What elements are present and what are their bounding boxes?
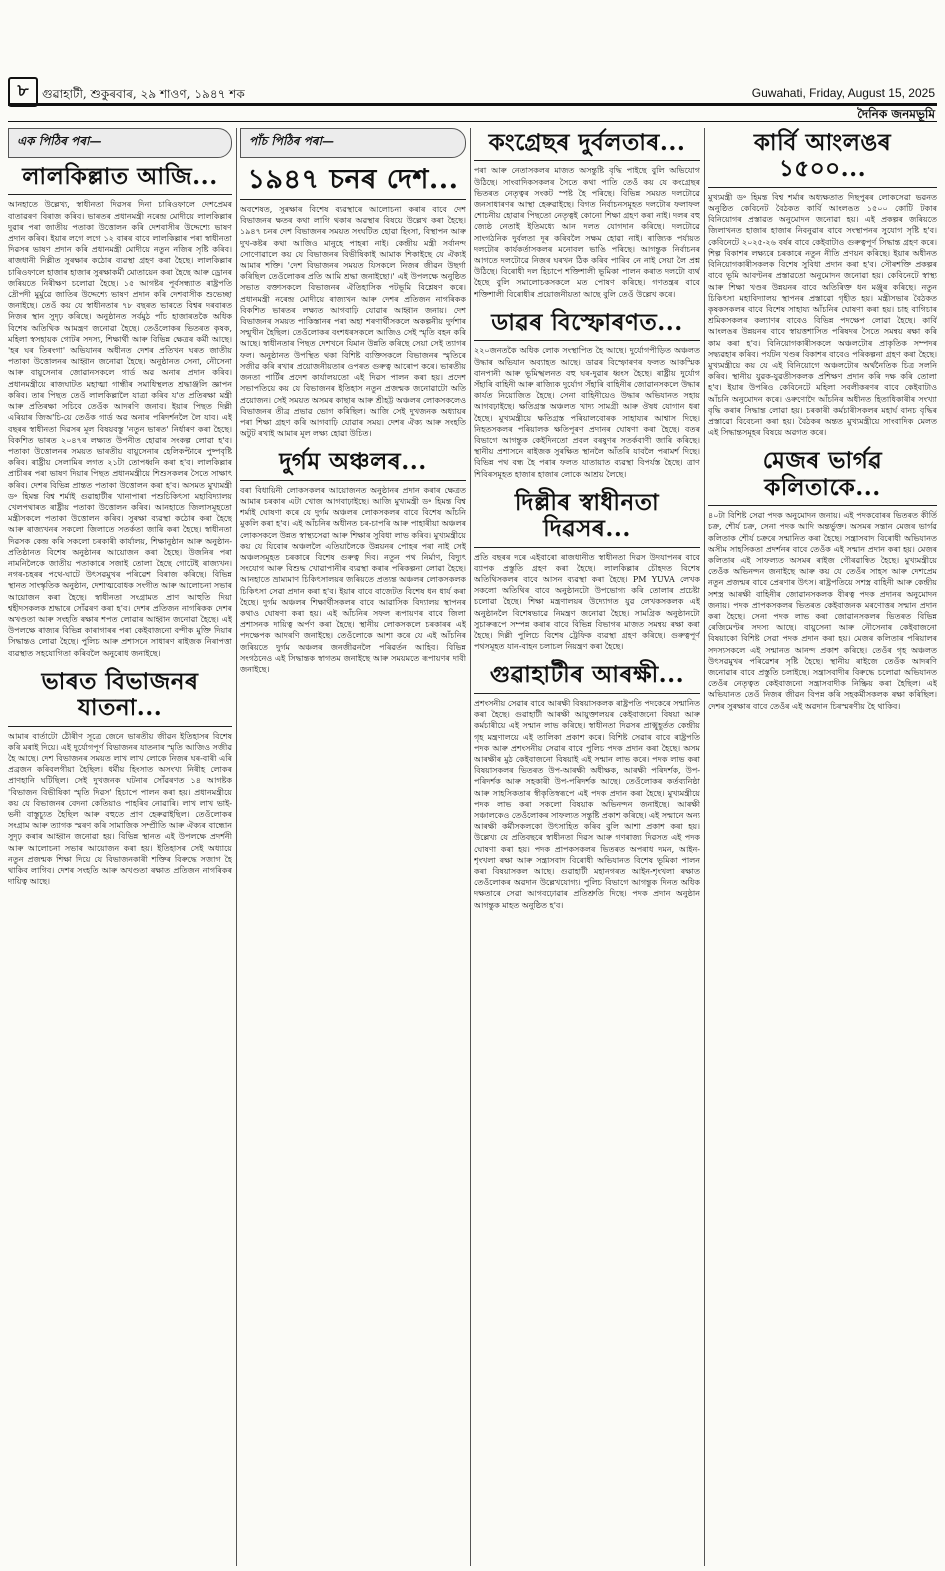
article-headline: গুৱাহাটীৰ আৰক্ষী... xyxy=(489,661,685,689)
article-body: বৰা বিধায়িনী লোকসকলৰ আয়োজনত অনুষ্ঠানৰ প্ৰদান কৰাৰ ক্ষেত্ৰত আমাৰ চৰকাৰ এটা খোজ আগবাঢ়াইছে। আজি মুখ্যমন্ত্ৰী ড॰ হিমন্ত বিশ্ব শৰ্মাই ঘোষণা কৰে যে দুৰ্গম অঞ্চলৰ লোকসকলৰ বাবে বিশেষ আঁচনি মুকলি কৰা হ'ব। এই আঁচনিৰ অধীনত চৰ-চাপৰি আৰু পাহাৰীয়া অঞ্চলৰ লোকসকলে উন্নত স্বাস্থ্যসেৱা আৰু শিক্ষাৰ সুবিধা লাভ কৰিব। মুখ্যমন্ত্ৰীয়ে কয় যে যিবোৰ অঞ্চললৈ এতিয়ালৈকে উন্নয়নৰ পোহৰ পৰা নাই সেই অঞ্চলসমূহত চৰকাৰে বিশেষ গুৰুত্ব দিব। নতুন পথ নিৰ্মাণ, বিদ্যুৎ সংযোগ আৰু বিশুদ্ধ খোৱাপানীৰ ব্যৱস্থা কৰাৰ পৰিকল্পনা লোৱা হৈছে। আনহাতে ভ্ৰাম্যমাণ চিকিৎসালয়ৰ জৰিয়তে প্ৰত্যন্ত অঞ্চলৰ লোকসকলক চিকিৎসা সেৱা প্ৰদান কৰা হ'ব। ইয়াৰ বাবে বাজেটত বিশেষ ধন ধাৰ্য কৰা হৈছে। দুৰ্গম অঞ্চলৰ শিক্ষাৰ্থীসকলৰ বাবে আৱাসিক বিদ্যালয় স্থাপনৰ কথাও ঘোষণা কৰা হয়। এই আঁচনিৰ সফল ৰূপায়ণৰ বাবে জিলা প্ৰশাসনক দায়িত্ব অৰ্পণ কৰা হৈছে। স্থানীয় লোকসকলে চৰকাৰৰ এই পদক্ষেপক আদৰণি জনাইছে। তেওঁলোকে আশা কৰে যে এই আঁচনিৰ জৰিয়তে দুৰ্গম অঞ্চলৰ জনজীৱনলৈ পৰিৱৰ্তন আহিব। বিভিন্ন সংগঠনেও এই সিদ্ধান্তক স্বাগতম জনাইছে আৰু সময়মতে ৰূপায়ণৰ দাবী জনাইছে। xyxy=(240,485,466,674)
column-2 xyxy=(240,128,466,1566)
headline-rule xyxy=(708,187,937,188)
column-3 xyxy=(474,128,700,1566)
headline-rule xyxy=(474,547,700,548)
article-headline: দুৰ্গম অঞ্চলৰ... xyxy=(279,448,427,476)
header-rule-thick xyxy=(8,103,937,106)
column-divider xyxy=(470,128,471,1566)
column-divider xyxy=(236,128,237,1566)
article-congress xyxy=(474,130,700,300)
article-body: অবশেষত, সুৰক্ষাৰ বিশেষ ব্যৱস্থাৰে আলোচনা কৰাৰ বাবে দেশ বিভাজনৰ ক্ষতৰ কথা লাগি থকাৰ অৱস্থাৰ বিষয়ে উল্লেখ কৰা হৈছে। ১৯৪৭ চনৰ দেশ বিভাজনৰ সময়ত সংঘটিত হোৱা হিংসা, বিস্থাপন আৰু দুখ-কষ্টৰ কথা আজিও মানুহে পাহৰা নাই। কেন্দ্ৰীয় মন্ত্ৰী সৰ্বানন্দ সোণোৱালে কয় যে বিভাজনৰ বিভীষিকাই আমাক শিকাইছে যে ঐক্যই আমাৰ শক্তি। 'দেশ বিভাজনৰ সময়ত যিসকলে নিজৰ জীৱন উছৰ্গা কৰিছিল তেওঁলোকৰ প্ৰতি আমি শ্ৰদ্ধা জনাইছো।' এই উপলক্ষে অনুষ্ঠিত সভাত বক্তাসকলে বিভাজনৰ ঐতিহাসিক পটভূমি বিশ্লেষণ কৰে। প্ৰধানমন্ত্ৰী নৰেন্দ্ৰ মোদীয়ে ৰাজ্যখন আৰু দেশৰ প্ৰতিজন নাগৰিকক বিকশিত ভাৰতৰ লক্ষ্যত আগবাঢ়ি যোৱাৰ আহ্বান জনায়। দেশ বিভাজনৰ সময়ত পাকিস্তানৰ পৰা অহা শৰণাৰ্থীসকলে অকল্পনীয় দুৰ্দশাৰ সন্মুখীন হৈছিল। তেওঁলোকৰ বংশধৰসকলে আজিও সেই স্মৃতি বহন কৰি আছে। স্বাধীনতাৰ পিছত দেশখনে যিমান উন্নতি কৰিছে সেয়া সেই ত্যাগৰ ফল। অনুষ্ঠানত উপস্থিত থকা বিশিষ্ট ব্যক্তিসকলে বিভাজনৰ স্মৃতিৰে সজীৱ কৰি ৰখাৰ প্ৰয়োজনীয়তাৰ ওপৰত গুৰুত্ব আৰোপ কৰে। ভাৰতীয় জনতা পাৰ্টিৰ প্ৰদেশ কাৰ্যালয়তো এই দিৱস পালন কৰা হয়। প্ৰদেশ সভাপতিয়ে কয় যে বিভাজনৰ ইতিহাস নতুন প্ৰজন্মক জনোৱাটো অতি প্ৰয়োজন। সেই সময়ত অসমৰ কাছাৰ আৰু শ্ৰীহট্ট অঞ্চলৰ লোকসকলেও বিভাজনৰ তীব্ৰ প্ৰভাৱ ভোগ কৰিছিল। আজি সেই দুখজনক অধ্যায়ৰ পৰা শিক্ষা গ্ৰহণ কৰি আগবাঢ়ি যোৱাৰ সময়। দেশৰ ঐক্য আৰু সংহতি অটুট ৰখাই আমাৰ মূল লক্ষ্য হোৱা উচিত। xyxy=(240,205,466,439)
paper-name: দৈনিক জনমভূমি xyxy=(857,107,935,121)
article-headline: মেজৰ ভাৰ্গৱ কলিতাকে... xyxy=(762,447,883,501)
masthead xyxy=(0,0,945,122)
date-assamese: গুৱাহাটী, শুকুৰবাৰ, ২৯ শাওণ, ১৯৪৭ শক xyxy=(42,87,245,101)
article-body: ২২০জনতকৈ অধিক লোক সংস্থাপিত হৈ আছে। দুৰ্যোগপীড়িত অঞ্চলত উদ্ধাৰ অভিযান অব্যাহত আছে। ডাৱৰ বিস্ফোৰণৰ ফলত আকস্মিক বানপানী আৰু ভূমিস্খলনত বহু ঘৰ-দুৱাৰ ধ্বংস হৈছে। ৰাষ্ট্ৰীয় দুৰ্যোগ সঁহাৰি বাহিনী আৰু ৰাজ্যিক দুৰ্যোগ সঁহাৰি বাহিনীৰ জোৱানসকলে উদ্ধাৰ কাৰ্যত নিয়োজিত হৈছে। সেনা বাহিনীয়েও উদ্ধাৰ অভিযানত সহায় আগবঢ়াইছে। ক্ষতিগ্ৰস্ত অঞ্চলত খাদ্য সামগ্ৰী আৰু ঔষধ যোগান ধৰা হৈছে। মুখ্যমন্ত্ৰীয়ে ক্ষতিগ্ৰস্ত পৰিয়ালবোৰক সাহায্যৰ আশ্বাস দিছে। নিহতসকলৰ পৰিয়ালক ক্ষতিপূৰণ প্ৰদানৰ ঘোষণা কৰা হৈছে। বতৰ বিভাগে আগন্তুক কেইদিনতো প্ৰবল বৰষুণৰ সতৰ্কবাণী জাৰি কৰিছে। স্থানীয় প্ৰশাসনে ৰাইজক সুৰক্ষিত স্থানলৈ আঁতৰি যাবলৈ পৰামৰ্শ দিছে। বিভিন্ন পথ বন্ধ হৈ পৰাৰ ফলত যাতায়াত ব্যৱস্থা বিপৰ্যস্ত হৈছে। ত্ৰাণ শিবিৰসমূহত হাজাৰ হাজাৰ লোকে আশ্ৰয় লৈছে। xyxy=(474,346,700,479)
article-body: মুখ্যমন্ত্ৰী ড॰ হিমন্ত বিশ্ব শৰ্মাৰ অধ্যক্ষতাত দিছপুৰৰ লোকসেৱা ভৱনত অনুষ্ঠিত কেবিনেট বৈঠকত কাৰ্বি আংলঙত ১৫০০ কোটি টকাৰ বিনিয়োগৰ প্ৰস্তাৱত অনুমোদন জনোৱা হয়। এই প্ৰকল্পৰ জৰিয়তে জিলাখনত হাজাৰ হাজাৰ নিবনুৱাৰ বাবে সংস্থাপনৰ সুযোগ সৃষ্টি হ'ব। কেবিনেটে ২০২৫-২৬ বৰ্ষৰ বাবে কেইবাটাও গুৰুত্বপূৰ্ণ সিদ্ধান্ত গ্ৰহণ কৰে। শিল্প বিকাশৰ লক্ষ্যৰে চৰকাৰে নতুন নীতি প্ৰণয়ন কৰিছে। ইয়াৰ অধীনত বিনিয়োগকাৰীসকলক বিশেষ সুবিধা প্ৰদান কৰা হ'ব। সৌৰশক্তি প্ৰকল্পৰ বাবে ভূমি আবণ্টনৰ প্ৰস্তাৱতো অনুমোদন জনোৱা হয়। কেবিনেটে স্বাস্থ্য আৰু শিক্ষা খণ্ডৰ উন্নয়নৰ বাবে অতিৰিক্ত ধন মঞ্জুৰ কৰিছে। নতুন চিকিৎসা মহাবিদ্যালয় স্থাপনৰ প্ৰস্তাৱো গৃহীত হয়। মন্ত্ৰীসভাৰ বৈঠকত কৃষকসকলৰ বাবে বিশেষ সাহায্য আঁচনিৰ ঘোষণা কৰা হয়। চাহ বাগিচাৰ শ্ৰমিকসকলৰ কল্যাণৰ বাবেও বিভিন্ন পদক্ষেপ লোৱা হৈছে। কাৰ্বি আংলঙৰ উন্নয়নৰ বাবে স্বায়ত্তশাসিত পৰিষদৰ সৈতে সমন্বয় ৰক্ষা কৰি কাম কৰা হ'ব। বিনিয়োগকাৰীসকলে অঞ্চলটোৰ প্ৰাকৃতিক সম্পদৰ সদ্ব্যৱহাৰ কৰিব। পৰ্যটন খণ্ডৰ বিকাশৰ বাবেও পৰিকল্পনা গ্ৰহণ কৰা হৈছে। মুখ্যমন্ত্ৰীয়ে কয় যে এই বিনিয়োগে অঞ্চলটোৰ অৰ্থনৈতিক চিত্ৰ সলনি কৰিব। স্থানীয় যুৱক-যুৱতীসকলক প্ৰশিক্ষণ প্ৰদান কৰি দক্ষ কৰি তোলা হ'ব। ইয়াৰ উপৰিও কেবিনেটে মহিলা সবলীকৰণৰ বাবে কেইবাটাও আঁচনি অনুমোদন কৰে। ওৰুণোদৈ আঁচনিৰ অধীনত হিতাধিকাৰীৰ সংখ্যা বৃদ্ধি কৰাৰ সিদ্ধান্ত লোৱা হয়। চৰকাৰী কৰ্মচাৰীসকলৰ মহাৰ্ঘ বানচ বৃদ্ধিৰ প্ৰস্তাৱো বিবেচনা কৰা হয়। বৈঠকৰ অন্তত মুখ্যমন্ত্ৰীয়ে সাংবাদিক মেলত এই সিদ্ধান্তসমূহৰ বিষয়ে অৱগত কৰে। xyxy=(708,192,937,438)
headline-rule xyxy=(8,726,232,727)
article-headline: কংগ্ৰেছৰ দুৰ্বলতাৰ... xyxy=(488,129,686,156)
article-body: ৪০টা বিশিষ্ট সেৱা পদক অনুমোদন জনায়। এই পদকবোৰৰ ভিতৰত কীৰ্তি চক্ৰ, শৌৰ্য চক্ৰ, সেনা পদক আদি অন্তৰ্ভুক্ত। অসমৰ সন্তান মেজৰ ভাৰ্গৱ কলিতাক শৌৰ্য চক্ৰৰে সন্মানিত কৰা হৈছে। সন্ত্ৰাসবাদ বিৰোধী অভিযানত অসীম সাহসিকতা প্ৰদৰ্শনৰ বাবে তেওঁক এই সন্মান প্ৰদান কৰা হয়। মেজৰ কলিতাৰ এই সাফল্যত অসমৰ ৰাইজ গৌৰৱান্বিত হৈছে। মুখ্যমন্ত্ৰীয়ে তেওঁক অভিনন্দন জনাইছে আৰু কয় যে তেওঁৰ সাহস আৰু দেশপ্ৰেম নতুন প্ৰজন্মৰ বাবে প্ৰেৰণাৰ উৎস। ৰাষ্ট্ৰপতিয়ে সশস্ত্ৰ বাহিনী আৰু কেন্দ্ৰীয় সশস্ত্ৰ আৰক্ষী বাহিনীৰ জোৱানসকলক বীৰত্ব পদক প্ৰদানৰ অনুমোদন জনায়। পদক প্ৰাপকসকলৰ ভিতৰত কেইবাজনক মৰণোত্তৰ সন্মান প্ৰদান কৰা হৈছে। সেনা পদক লাভ কৰা জোৱানসকলৰ ভিতৰত বিভিন্ন ৰেজিমেণ্টৰ সদস্য আছে। বায়ুসেনা আৰু নৌসেনাৰ কেইবাজনো বিষয়াকো বিশিষ্ট সেৱা পদক প্ৰদান কৰা হয়। মেজৰ কলিতাৰ পৰিয়ালৰ সদস্যসকলে এই সন্মানত আনন্দ প্ৰকাশ কৰিছে। তেওঁৰ গৃহ অঞ্চলত উৎসৱমুখৰ পৰিৱেশৰ সৃষ্টি হৈছে। স্থানীয় ৰাইজে তেওঁক আদৰণি জনোৱাৰ বাবে প্ৰস্তুতি চলাইছে। সন্ত্ৰাসবাদীৰ বিৰুদ্ধে চলোৱা অভিযানত তেওঁৰ নেতৃত্বত কেইবাজনো সন্ত্ৰাসবাদীক নিষ্ক্ৰিয় কৰা হৈছিল। এই অভিযানত তেওঁ নিজৰ জীৱন বিপন্ন কৰি সহকৰ্মীসকলক ৰক্ষা কৰিছিল। দেশৰ সুৰক্ষাৰ বাবে তেওঁৰ এই অৱদান চিৰস্মৰণীয় হৈ থাকিব। xyxy=(708,511,937,711)
headline-rule xyxy=(474,693,700,694)
article-body: প্ৰতি বছৰৰ দৰে এইবাৰো ৰাজধানীত স্বাধীনতা দিৱস উদযাপনৰ বাবে ব্যাপক প্ৰস্তুতি গ্ৰহণ কৰা হৈছে। লালকিল্লাৰ চৌহদত বিশেষ অতিথিসকলৰ বাবে আসন ব্যৱস্থা কৰা হৈছে। PM YUVA লেখক সকলো অতিথিৰ বাবে অনুষ্ঠানটো উপভোগ্য কৰি তোলাৰ প্ৰচেষ্টা চলোৱা হৈছে। শিক্ষা মন্ত্ৰণালয়ৰ উদ্যোগত যুৱ লেখকসকলক এই অনুষ্ঠানলৈ বিশেষভাৱে নিমন্ত্ৰণ জনোৱা হৈছে। সামগ্ৰিক অনুষ্ঠানটো সুচাৰুৰূপে সম্পন্ন কৰাৰ বাবে বিভিন্ন বিভাগৰ মাজত সমন্বয় ৰক্ষা কৰা হৈছে। দিল্লী পুলিচে বিশেষ ট্ৰেফিক ব্যৱস্থা গ্ৰহণ কৰিছে। গুৰুত্বপূৰ্ণ পথসমূহত যান-বাহন চলাচল নিয়ন্ত্ৰণ কৰা হৈছে। xyxy=(474,552,700,652)
article-headline: দিল্লীৰ স্বাধীনতা দিৱসৰ... xyxy=(514,488,660,543)
article-body: আমাৰ বাৰ্তাটো ঠৌৰীণ সূত্ৰে জেনে ভাৰতীয় জীৱন ইতিহাসৰ বিশেষ কৰি মৰাই দিয়ে। এই দুৰ্যোগপূৰ্ণ বিভাজনৰ যাতনাৰ স্মৃতি আজিও সজীৱ হৈ আছে। দেশ বিভাজনৰ সময়ত লাখ লাখ লোকে নিজৰ ঘৰ-বাৰী এৰি প্ৰব্ৰজন কৰিবলগীয়া হৈছিল। ধৰ্মীয় হিংসাত অসংখ্য নিৰীহ লোকৰ প্ৰাণহানি ঘটিছিল। সেই দুখজনক ঘটনাৰ সোঁৱৰণত ১৪ আগষ্টক 'বিভাজন বিভীষিকা স্মৃতি দিৱস' হিচাপে পালন কৰা হয়। প্ৰধানমন্ত্ৰীয়ে কয় যে বিভাজনৰ বেদনা কেতিয়াও পাহৰিব নোৱাৰি। লাখ লাখ ভাই-ভনী বাস্তুচ্যুত হৈছিল আৰু বহুতে প্ৰাণ হেৰুৱাইছিল। তেওঁলোকৰ সংগ্ৰাম আৰু ত্যাগক স্মৰণ কৰি সামাজিক সম্প্ৰীতি আৰু ঐক্যৰ বান্ধোন সুদৃঢ় কৰাৰ আহ্বান জনোৱা হয়। বিভিন্ন স্থানত এই উপলক্ষে প্ৰদৰ্শনী আৰু আলোচনা সভাৰ আয়োজন কৰা হয়। ইতিহাসৰ সেই অধ্যায়ে নতুন প্ৰজন্মক শিক্ষা দিয়ে যে বিভাজনকাৰী শক্তিৰ বিৰুদ্ধে সজাগ হৈ থাকিব লাগিব। দেশৰ সংহতি আৰু অখণ্ডতা ৰক্ষাত প্ৰতিজন নাগৰিকৰ দায়িত্ব আছে। xyxy=(8,731,232,887)
headline-rule xyxy=(708,505,937,506)
article-major-bhargav xyxy=(708,448,937,712)
column-1 xyxy=(8,128,232,1566)
article-body: পৰা আৰু নেতাসকলৰ মাজত অসন্তুষ্টি বৃদ্ধি পাইছে বুলি অভিযোগ উঠিছে। সাংবাদিকসকলৰ সৈতে কথা পাতি তেওঁ কয় যে কংগ্ৰেছৰ ভিতৰত নেতৃত্বৰ সংকট স্পষ্ট হৈ পৰিছে। বিভিন্ন সময়ত দলটোৱে জনসাধাৰণৰ আস্থা হেৰুৱাইছে। বিগত নিৰ্বাচনসমূহত দলটোৰ ফলাফল শোচনীয় হোৱাৰ পিছতো নেতৃত্বই কোনো শিক্ষা গ্ৰহণ কৰা নাই। দলৰ বহু জ্যেষ্ঠ নেতাই ইতিমধ্যে আন দলত যোগদান কৰিছে। দলটোৱে সাংগঠনিক দুৰ্বলতা দূৰ কৰিবলৈ সক্ষম হোৱা নাই। ৰাজ্যিক পৰ্যায়ত দলটোৰ কাৰ্যকৰ্তাসকলৰ মনোবল ভাঙি পৰিছে। আগন্তুক নিৰ্বাচনৰ আগতে দলটোৱে নিজৰ ঘৰখন ঠিক কৰিব পাৰিব নে নাই সেয়া লৈ প্ৰশ্ন উঠিছে। বিৰোধী দল হিচাপে শক্তিশালী ভূমিকা পালন কৰাত দলটো ব্যৰ্থ হৈছে বুলি সমালোচকসকলে মত পোষণ কৰিছে। গণতন্ত্ৰৰ বাবে শক্তিশালী বিৰোধীৰ প্ৰয়োজনীয়তা আছে বুলি তেওঁ উল্লেখ কৰে। xyxy=(474,166,700,299)
date-english: Guwahati, Friday, August 15, 2025 xyxy=(751,86,935,100)
article-body: আনহাতে উল্লেখ্য, স্বাধীনতা দিৱসৰ দিনা চাৰিওফালে দেশপ্ৰেমৰ বাতাৱৰণ বিৰাজ কৰিব। ভাৰতৰ প্ৰধানমন্ত্ৰী নৰেন্দ্ৰ মোদীয়ে লালকিল্লাৰ দুৱাৰ পৰা জাতীয় পতাকা উত্তোলন কৰি দেশবাসীৰ উদ্দেশ্যে ভাষণ প্ৰদান কৰিব। ইয়াৰ লগে লগে ১২ বাৰৰ বাবে লালকিল্লাৰ পৰা স্বাধীনতা দিৱসৰ ভাষণ প্ৰদান কৰি প্ৰধানমন্ত্ৰী মোদীয়ে নতুন নজিৰ সৃষ্টি কৰিব। ৰাজধানী দিল্লীত সুৰক্ষাৰ কঠোৰ ব্যৱস্থা গ্ৰহণ কৰা হৈছে। লালকিল্লাৰ চাৰিওফালে হাজাৰ হাজাৰ সুৰক্ষাকৰ্মী মোতায়েন কৰা হৈছে আৰু ড্ৰোনৰ জৰিয়তে নিৰীক্ষণ চলোৱা হৈছে। ১৫ আগষ্টৰ পূৰ্বসন্ধ্যাত ৰাষ্ট্ৰপতি দ্ৰৌপদী মুৰ্মুৱে জাতিৰ উদ্দেশ্যে ভাষণ প্ৰদান কৰি দেশবাসীক শুভেচ্ছা জনাইছে। তেওঁ কয় যে স্বাধীনতাৰ ৭৮ বছৰত ভাৰতে বিশ্বৰ দৰবাৰত নিজৰ স্থান সুদৃঢ় কৰিছে। অনুষ্ঠানত সৰ্বমুঠ পাঁচ হাজাৰতকৈ অধিক বিশেষ অতিথিক আমন্ত্ৰণ জনোৱা হৈছে। তেওঁলোকৰ ভিতৰত কৃষক, মহিলা স্বসহায়ক গোটৰ সদস্য, শিক্ষাৰ্থী আৰু বিভিন্ন ক্ষেত্ৰৰ কৰ্মী আছে। 'হৰ ঘৰ তিৰংগা' অভিযানৰ অধীনত দেশৰ প্ৰতিখন ঘৰত জাতীয় পতাকা উত্তোলনৰ আহ্বান জনোৱা হৈছে। অনুষ্ঠানত সেনা, নৌসেনা আৰু বায়ুসেনাৰ জোৱানসকলে গাৰ্ড অৱ অনাৰ প্ৰদান কৰিব। প্ৰধানমন্ত্ৰীয়ে ৰাজঘাটত মহাত্মা গান্ধীৰ সমাধিস্থলত শ্ৰদ্ধাঞ্জলি জ্ঞাপন কৰিব। তাৰ পিছত তেওঁ লালকিল্লালৈ যাত্ৰা কৰিব য'ত প্ৰতিৰক্ষা মন্ত্ৰী আৰু প্ৰতিৰক্ষা সচিবে তেওঁক আদৰণি জনাব। ইয়াৰ পিছত দিল্লী এৰিয়াৰ জিঅ'চি-য়ে তেওঁক গাৰ্ড অৱ অনাৰ পৰিদৰ্শনলৈ লৈ যাব। এই বছৰৰ স্বাধীনতা দিৱসৰ মূল বিষয়বস্তু 'নতুন ভাৰত' নিৰ্ধাৰণ কৰা হৈছে। বিকশিত ভাৰত ২০৪৭ৰ লক্ষ্যত উপনীত হোৱাৰ সংকল্প লোৱা হ'ব। পতাকা উত্তোলনৰ সময়ত ভাৰতীয় বায়ুসেনাৰ হেলিকপ্টাৰে পুষ্পবৃষ্টি কৰিব। ৰাষ্ট্ৰীয় সেলামিৰ লগত ২১টা তোপধ্বনি কৰা হ'ব। লালকিল্লাৰ প্ৰাচীৰৰ পৰা ভাষণ দিয়াৰ পিছত প্ৰধানমন্ত্ৰীয়ে শিশুসকলৰ সৈতে সাক্ষাৎ কৰিব। দেশৰ বিভিন্ন প্ৰান্তত পতাকা উত্তোলন কৰা হ'ব। অসমত মুখ্যমন্ত্ৰী ড॰ হিমন্ত বিশ্ব শৰ্মাই গুৱাহাটীৰ খানাপাৰা পশুচিকিৎসা মহাবিদ্যালয় খেলপথাৰত ৰাষ্ট্ৰীয় পতাকা উত্তোলন কৰিব। আনহাতে জিলাসমূহতো মন্ত্ৰীসকলে পতাকা উত্তোলন কৰিব। সুৰক্ষা ব্যৱস্থা কঠোৰ কৰা হৈছে আৰু ৰাজ্যখনৰ সকলো জিলাতে সতৰ্কতা জাৰি কৰা হৈছে। স্বাধীনতা দিৱসক কেন্দ্ৰ কৰি সকলো চৰকাৰী কাৰ্যালয়, শিক্ষানুষ্ঠান আৰু অনুষ্ঠান-প্ৰতিষ্ঠানত বিশেষ অনুষ্ঠানৰ আয়োজন কৰা হৈছে। উজনিৰ পৰা নামনিলৈকে জাতীয় পতাকাৰে সজাই তোলা হৈছে গোটেই ৰাজ্যখন। নগৰ-চহৰৰ পথে-ঘাটে উৎসৱমুখৰ পৰিৱেশ বিৰাজ কৰিছে। বিভিন্ন স্থানত সাংস্কৃতিক অনুষ্ঠান, দেশাত্মবোধক সংগীত আৰু আলোচনা সভাৰ আয়োজন কৰা হৈছে। স্বাধীনতা সংগ্ৰামত প্ৰাণ আহুতি দিয়া শ্বহীদসকলক শ্ৰদ্ধাৰে সোঁৱৰণ কৰা হ'ব। দেশৰ প্ৰতিজন নাগৰিকক দেশৰ অখণ্ডতা আৰু সংহতি ৰক্ষাৰ শপত লোৱাৰ আহ্বান জনোৱা হৈছে। এই উপলক্ষে ৰাজ্যৰ বিভিন্ন কাৰাগাৰৰ পৰা কেইবাজনো বন্দীক মুক্তি দিয়াৰ সিদ্ধান্তও লোৱা হৈছে। পুলিচ আৰু প্ৰশাসনে সাধাৰণ ৰাইজক নিৰাপত্তা ব্যৱস্থাত সহযোগিতা কৰিবলৈ অনুৰোধ জনাইছে। xyxy=(8,200,232,658)
article-headline: ১৯৪৭ চনৰ দেশ... xyxy=(247,164,459,195)
article-headline: ভাৰত বিভাজনৰ যাতনা... xyxy=(41,667,199,722)
article-delhi xyxy=(474,490,700,653)
headline-rule xyxy=(474,160,700,161)
article-1947 xyxy=(240,164,466,439)
article-partition xyxy=(8,669,232,888)
article-remote-areas xyxy=(240,449,466,675)
page-number: ৮ xyxy=(8,77,38,107)
article-guwahati-police xyxy=(474,662,700,910)
article-headline: ডাৱৰ বিস্ফোৰণত... xyxy=(491,308,683,336)
headline-rule xyxy=(474,340,700,341)
article-headline: কাৰ্বি আংলঙৰ ১৫০০... xyxy=(753,129,892,183)
article-body: প্ৰশংসনীয় সেৱাৰ বাবে আৰক্ষী বিষয়াসকলক ৰাষ্ট্ৰপতি পদকেৰে সন্মানিত কৰা হৈছে। গুৱাহাটী আৰক্ষী আয়ুক্তালয়ৰ কেইবাজনো বিষয়া আৰু কৰ্মচাৰীয়ে এই সন্মান লাভ কৰিছে। স্বাধীনতা দিৱসৰ প্ৰাক্মুহূৰ্তত কেন্দ্ৰীয় গৃহ মন্ত্ৰণালয়ে এই তালিকা প্ৰকাশ কৰে। বিশিষ্ট সেৱাৰ বাবে ৰাষ্ট্ৰপতি পদক আৰু প্ৰশংসনীয় সেৱাৰ বাবে পুলিচ পদক প্ৰদান কৰা হৈছে। অসম আৰক্ষীৰ মুঠ কেইবাজনো বিষয়াই এই সন্মান লাভ কৰে। পদক লাভ কৰা বিষয়াসকলৰ ভিতৰত উপ-আৰক্ষী অধীক্ষক, আৰক্ষী পৰিদৰ্শক, উপ-পৰিদৰ্শক আৰু সহকাৰী উপ-পৰিদৰ্শক আছে। তেওঁলোকৰ কৰ্তব্যনিষ্ঠা আৰু সাহসিকতাৰ স্বীকৃতিস্বৰূপে এই পদক প্ৰদান কৰা হৈছে। মুখ্যমন্ত্ৰীয়ে পদক লাভ কৰা সকলো বিষয়াক অভিনন্দন জনাইছে। আৰক্ষী সঞ্চালকেও তেওঁলোকৰ সাফল্যত সন্তুষ্টি প্ৰকাশ কৰিছে। এই সন্মানে অন্য আৰক্ষী কৰ্মীসকলকো উৎসাহিত কৰিব বুলি আশা প্ৰকাশ কৰা হয়। উল্লেখ্য যে প্ৰতিবছৰে স্বাধীনতা দিৱস আৰু গণৰাজ্য দিৱসত এই পদক ঘোষণা কৰা হয়। পদক প্ৰাপকসকলৰ ভিতৰত অপৰাধ দমন, আইন-শৃংখলা ৰক্ষা আৰু সন্ত্ৰাসবাদ বিৰোধী অভিযানত বিশেষ ভূমিকা পালন কৰা বিষয়াসকল আছে। গুৱাহাটী মহানগৰত আইন-শৃংখলা ৰক্ষাত তেওঁলোকৰ অৱদান উল্লেখযোগ্য। পুলিচ বিভাগে আগন্তুক দিনত অধিক দক্ষতাৰে সেৱা আগবঢ়োৱাৰ প্ৰতিশ্ৰুতি দিছে। পদক প্ৰদান অনুষ্ঠান আগন্তুক মাহত অনুষ্ঠিত হ'ব। xyxy=(474,698,700,910)
column-4 xyxy=(708,128,937,1566)
continuation-tab: পাঁচ পিঠিৰ পৰা— xyxy=(240,128,466,158)
column-divider xyxy=(704,128,705,1566)
article-lalkilla xyxy=(8,164,232,659)
headline-rule xyxy=(240,480,466,481)
continuation-tab: এক পিঠিৰ পৰা— xyxy=(8,128,232,158)
header-rule-thin xyxy=(8,121,937,122)
article-cloudburst xyxy=(474,310,700,480)
article-karbi-anglong xyxy=(708,130,937,438)
headline-rule xyxy=(8,194,232,195)
headline-rule xyxy=(240,199,466,200)
article-headline: লালকিল্লাত আজি... xyxy=(22,163,218,190)
